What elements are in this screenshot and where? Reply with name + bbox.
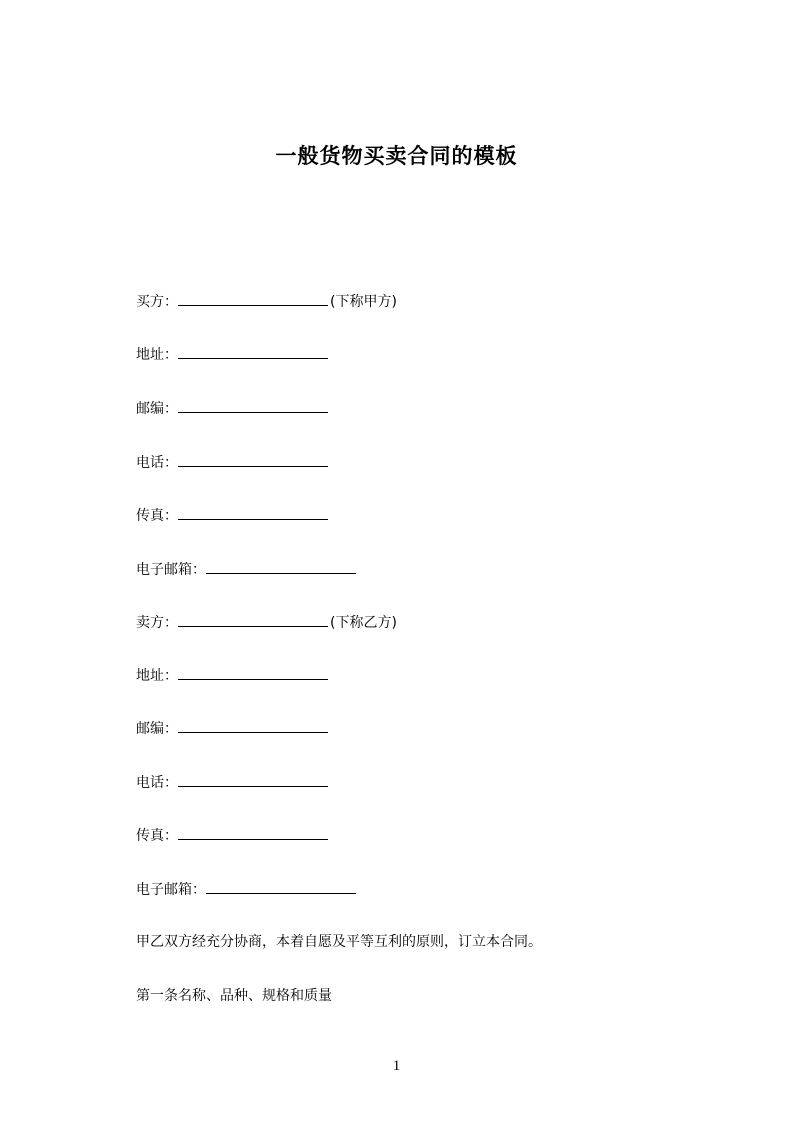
preamble-paragraph: 甲乙双方经充分协商，本着自愿及平等互利的原则，订立本合同。 bbox=[136, 934, 542, 950]
buyer-fax-label: 传真： bbox=[136, 508, 178, 524]
buyer-address-blank[interactable] bbox=[178, 344, 328, 359]
buyer-email-line bbox=[136, 559, 356, 580]
seller-party-line bbox=[136, 612, 397, 633]
seller-fax-blank[interactable] bbox=[178, 825, 328, 840]
buyer-phone-blank[interactable] bbox=[178, 452, 328, 467]
seller-party-label: 卖方： bbox=[136, 615, 178, 631]
article-1-heading: 第一条名称、品种、规格和质量 bbox=[136, 988, 332, 1004]
seller-postcode-blank[interactable] bbox=[178, 718, 328, 733]
buyer-party-label: 买方： bbox=[136, 294, 178, 310]
buyer-fax-blank[interactable] bbox=[178, 505, 328, 520]
buyer-postcode-label: 邮编： bbox=[136, 401, 178, 417]
buyer-party-line bbox=[136, 291, 397, 312]
buyer-address-line bbox=[136, 344, 328, 365]
document-title: 一般货物买卖合同的模板 bbox=[275, 144, 518, 168]
seller-email-blank[interactable] bbox=[206, 879, 356, 894]
seller-postcode-label: 邮编： bbox=[136, 721, 178, 737]
buyer-email-blank[interactable] bbox=[206, 559, 356, 574]
buyer-name-blank[interactable] bbox=[178, 291, 328, 306]
seller-party-suffix: (下称乙方) bbox=[330, 615, 397, 631]
seller-phone-blank[interactable] bbox=[178, 772, 328, 787]
seller-name-blank[interactable] bbox=[178, 612, 328, 627]
buyer-phone-line bbox=[136, 452, 328, 473]
buyer-fax-line bbox=[136, 505, 328, 526]
seller-address-label: 地址： bbox=[136, 668, 178, 684]
buyer-postcode-blank[interactable] bbox=[178, 398, 328, 413]
seller-postcode-line bbox=[136, 718, 328, 739]
buyer-postcode-line bbox=[136, 398, 328, 419]
seller-email-label: 电子邮箱： bbox=[136, 882, 206, 898]
buyer-email-label: 电子邮箱： bbox=[136, 562, 206, 578]
buyer-address-label: 地址： bbox=[136, 347, 178, 363]
seller-address-blank[interactable] bbox=[178, 665, 328, 680]
seller-email-line bbox=[136, 879, 356, 900]
seller-phone-label: 电话： bbox=[136, 775, 178, 791]
seller-fax-line bbox=[136, 825, 328, 846]
buyer-party-suffix: (下称甲方) bbox=[330, 294, 397, 310]
page-number: 1 bbox=[392, 1058, 401, 1074]
seller-phone-line bbox=[136, 772, 328, 793]
buyer-phone-label: 电话： bbox=[136, 455, 178, 471]
seller-fax-label: 传真： bbox=[136, 828, 178, 844]
seller-address-line bbox=[136, 665, 328, 686]
